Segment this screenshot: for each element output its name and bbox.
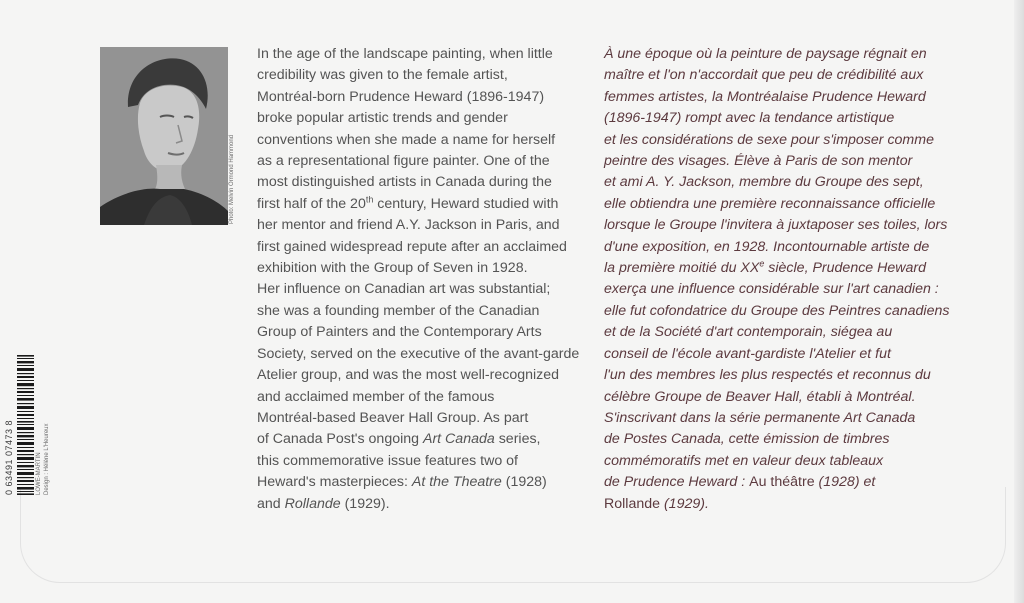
french-text — [604, 44, 949, 515]
english-line: Atelier group, and was the most well-recognized — [257, 367, 560, 384]
superscript: e — [759, 258, 765, 269]
english-line: and acclaimed member of the famous — [257, 388, 495, 405]
english-line: her mentor and friend A.Y. Jackson in Paris, and — [257, 217, 560, 234]
french-line: exerça une influence considérable sur l'art canadien : — [604, 281, 939, 298]
english-line: Society, served on the executive of the avant-garde — [257, 345, 580, 362]
english-text-segment: and — [257, 495, 285, 512]
french-text-segment: de Prudence Heward : — [604, 474, 750, 491]
english-line: Her influence on Canadian art was substantial; — [257, 281, 551, 298]
french-line: l'un des membres les plus respectés et reconnus du — [604, 367, 931, 384]
english-line: Montréal-born Prudence Heward (1896-1947) — [257, 88, 545, 105]
english-line: first gained widespread repute after an acclaimed — [257, 238, 567, 255]
french-paragraph — [604, 44, 949, 515]
french-line: peintre des visages. Élève à Paris de son mentor — [604, 153, 913, 170]
french-line: célèbre Groupe de Beaver Hall, établi à Montréal. — [604, 388, 916, 405]
artwork-title: At the Theatre — [411, 474, 502, 491]
artwork-title: Au théâtre — [749, 474, 815, 491]
french-line: d'une exposition, en 1928. Incontournable artiste de — [604, 238, 930, 255]
english-text — [257, 44, 587, 515]
french-line: et de la Société d'art contemporain, siégea au — [604, 324, 893, 341]
english-line: exhibition with the Group of Seven in 1928. — [257, 260, 528, 277]
english-line: broke popular artistic trends and gender — [257, 110, 508, 127]
french-line: et les considérations de sexe pour s'imposer comme — [604, 131, 934, 148]
english-line — [257, 494, 587, 515]
artwork-title: Rollande — [604, 495, 661, 512]
french-line: femmes artistes, la Montréalaise Prudence Heward — [604, 88, 926, 105]
portrait-image — [100, 47, 228, 225]
french-line — [604, 258, 949, 279]
english-text-segment: series, — [494, 431, 541, 448]
artwork-title: Rollande — [284, 495, 341, 512]
english-text-segment: (1928) — [501, 474, 547, 491]
french-line: et ami A. Y. Jackson, membre du Groupe des sept, — [604, 174, 924, 191]
french-line: elle fut cofondatrice du Groupe des Peintres canadiens — [604, 302, 950, 319]
portrait-photo — [100, 47, 228, 225]
french-line: elle obtiendra une première reconnaissance officielle — [604, 195, 936, 212]
french-line: S'inscrivant dans la série permanente Art Canada — [604, 409, 916, 426]
barcode-number: 0 63491 07473 8 — [4, 419, 14, 495]
french-text-segment: (1929). — [660, 495, 709, 512]
english-text-segment: of Canada Post's ongoing — [257, 431, 423, 448]
english-text-segment: first half of the 20 — [257, 195, 366, 212]
english-line: In the age of the landscape painting, when little — [257, 46, 553, 62]
french-text-segment: (1928) et — [814, 474, 876, 491]
english-line — [257, 429, 587, 450]
french-line: de Postes Canada, cette émission de timbres — [604, 431, 890, 448]
english-text-segment: century, Heward studied with — [373, 195, 559, 212]
english-line: as a representational figure painter. One of the — [257, 153, 550, 170]
english-line: this commemorative issue features two of — [257, 452, 518, 469]
envelope-edge — [1014, 0, 1024, 603]
series-title: Art Canada — [422, 431, 495, 448]
english-line — [257, 472, 587, 493]
english-line: credibility was given to the female artist, — [257, 67, 508, 84]
english-line: most distinguished artists in Canada during the — [257, 174, 552, 191]
printer-credits — [36, 423, 51, 495]
designer-credit: Design : Hélène L'Heureux — [43, 423, 50, 495]
printer-name: LOWE-MARTIN — [36, 452, 42, 495]
french-line: commémoratifs met en valeur deux tableaux — [604, 452, 884, 469]
french-line: À une époque où la peinture de paysage régnait en — [604, 46, 927, 62]
english-line: she was a founding member of the Canadian — [257, 302, 540, 319]
french-line — [604, 472, 949, 493]
english-line: conventions when she made a name for herself — [257, 131, 556, 148]
english-line — [257, 194, 587, 215]
english-paragraph — [257, 44, 587, 515]
french-line — [604, 494, 949, 515]
photo-credit: Photo: Melvin Ormond Hammond — [229, 134, 235, 224]
french-line: lorsque le Groupe l'invitera à juxtaposer ses toiles, lors — [604, 217, 948, 234]
english-text-segment: Heward's masterpieces: — [257, 474, 412, 491]
superscript: th — [365, 194, 374, 205]
english-text-segment: (1929). — [340, 495, 390, 512]
english-line: Group of Painters and the Contemporary Arts — [257, 324, 542, 341]
french-line: (1896-1947) rompt avec la tendance artistique — [604, 110, 895, 127]
french-line: maître et l'on n'accordait que peu de crédibilité aux — [604, 67, 924, 84]
french-line: conseil de l'école avant-gardiste l'Atelier et fut — [604, 345, 891, 362]
english-line: Montréal-based Beaver Hall Group. As part — [257, 409, 529, 426]
french-text-segment: la première moitié du XX — [604, 260, 760, 277]
barcode — [17, 355, 34, 495]
french-text-segment: siècle, Prudence Heward — [764, 260, 927, 277]
